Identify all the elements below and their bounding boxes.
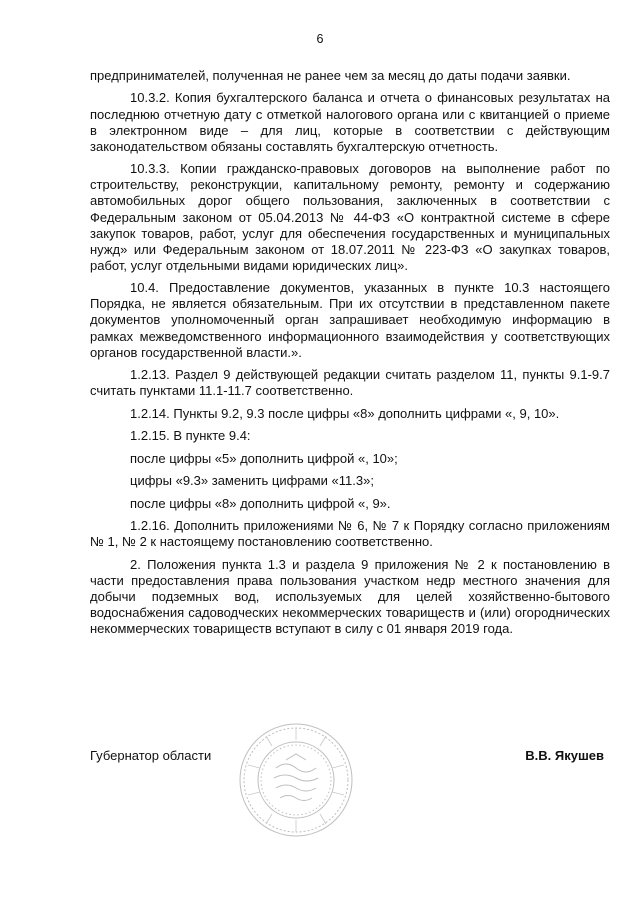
paragraph-1-2-14: 1.2.14. Пункты 9.2, 9.3 после цифры «8» дополнить цифрами «, 9, 10».: [130, 405, 560, 421]
paragraph-10-3-3: 10.3.3. Копии гражданско-правовых договоров на выполнение работ по строительству, реконструкции, капитальному ремонту, ремонту и содержанию автомобильных дорог общего пользования, заключенных в соответствии с Федеральным законом от 05.04.2013 № 44-ФЗ «О контрактной системе в сфере закупок товаров, работ, услуг для обеспечения государственных и муниципальных нужд» или Федеральным законом от 18.07.2011 № 223-ФЗ «О закупках товаров, работ, услуг отдельными видами юридических лиц».: [90, 161, 610, 273]
paragraph-1-2-15-item-1: после цифры «5» дополнить цифрой «, 10»;: [130, 450, 398, 466]
paragraph-1-2-15-item-3: после цифры «8» дополнить цифрой «, 9».: [130, 495, 391, 511]
signatory-position: Губернатор области: [90, 748, 212, 763]
seal-icon: [236, 720, 356, 840]
paragraph-1-2-16: 1.2.16. Дополнить приложениями № 6, № 7 к Порядку согласно приложениям № 1, № 2 к настоящему постановлению соответственно.: [90, 518, 610, 550]
paragraph-1-2-15-item-2: цифры «9.3» заменить цифрами «11.3»;: [130, 473, 374, 489]
official-seal-stamp: [236, 720, 356, 840]
signature-block: [90, 748, 610, 768]
paragraph-10-4: 10.4. Предоставление документов, указанных в пункте 10.3 настоящего Порядка, не является обязательным. При их отсутствии в представленном пакете документов уполномоченный орган запрашивает необходимую информацию в рамках межведомственного информационного взаимодействия у соответствующих органов государственной власти.».: [90, 280, 610, 360]
document-body: [90, 68, 610, 644]
paragraph-2: 2. Положения пункта 1.3 и раздела 9 приложения № 2 к постановлению в части предоставления права пользования участком недр местного значения для добычи подземных вод, используемых для целей хозяйственно-бытового водоснабжения садоводческих некоммерческих товариществ и (или) огороднических некоммерческих товариществ вступают в силу с 01 января 2019 года.: [90, 556, 610, 637]
page-number: 6: [316, 32, 324, 46]
paragraph-1-2-15: 1.2.15. В пункте 9.4:: [130, 428, 251, 444]
paragraph-continuation: предпринимателей, полученная не ранее чем за месяц до даты подачи заявки.: [90, 68, 571, 83]
signatory-name: В.В. Якушев: [525, 748, 604, 763]
paragraph-1-2-13: 1.2.13. Раздел 9 действующей редакции считать разделом 11, пункты 9.1-9.7 считать пунктами 11.1-11.7 соответственно.: [90, 367, 610, 399]
paragraph-10-3-2: 10.3.2. Копия бухгалтерского баланса и отчета о финансовых результатах на последнюю отчетную дату с отметкой налогового органа или с квитанцией о приеме в электронном виде – для лиц, которые в соответствии с действующим законодательством обязаны составлять бухгалтерскую отчетность.: [90, 90, 610, 154]
